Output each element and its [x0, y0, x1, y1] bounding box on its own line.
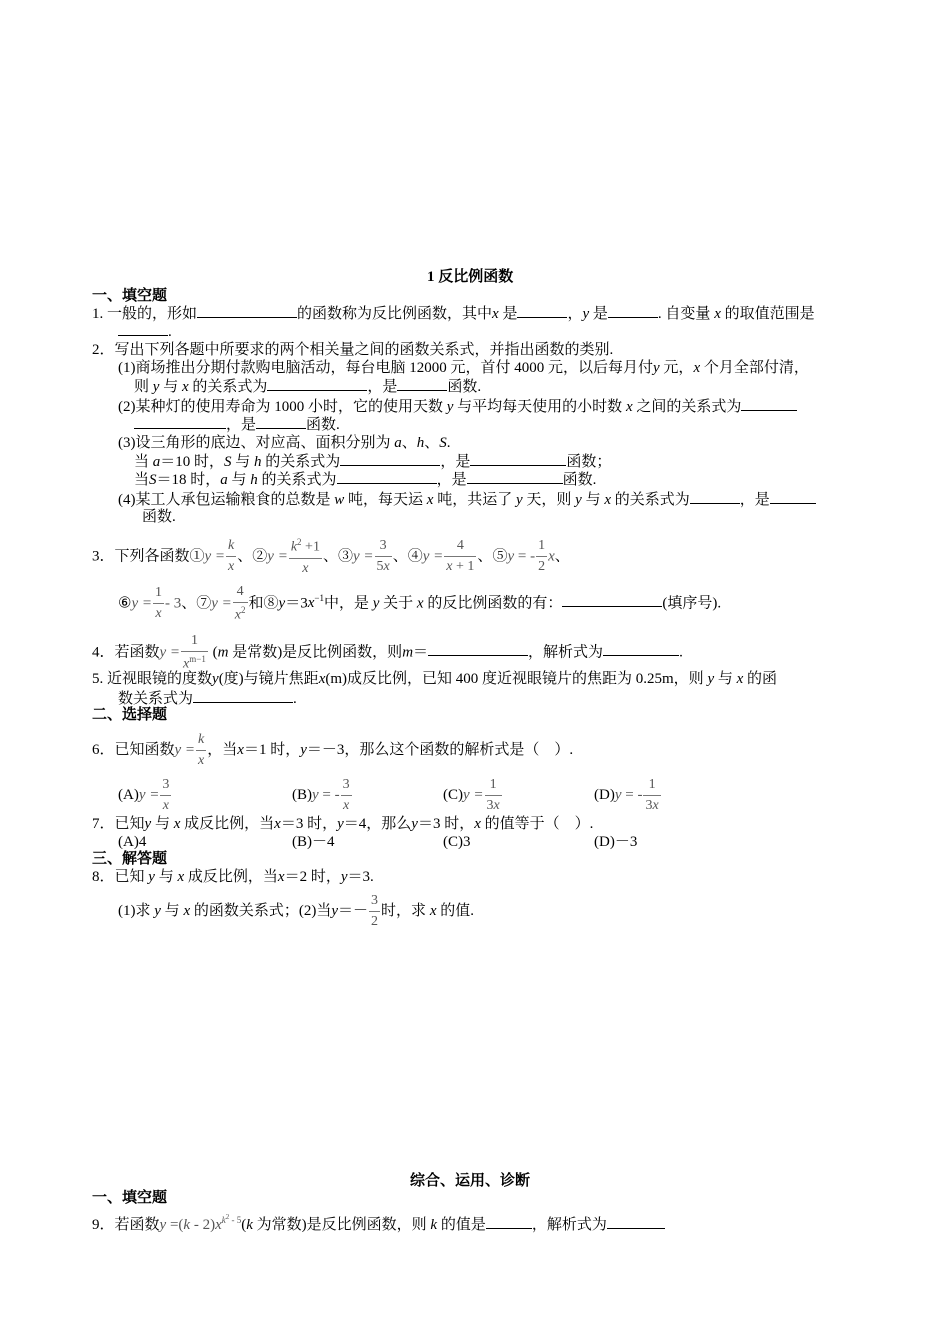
q2-var-h2: h: [254, 454, 262, 470]
q8-s2: 的函数关系式；(2)当: [193, 902, 332, 919]
q2-blank-11: [770, 490, 816, 504]
question-9: 9．若函数$y =(k - 2)x^{k^2 - 5}(k$ 为常数)是反比例函数，则 k 的值是 ，解析式为: [92, 1208, 665, 1234]
q5-dot: .: [293, 691, 297, 707]
q2-var-x2: x: [181, 379, 189, 395]
q5-var-y: y: [212, 671, 219, 687]
q7-option-a[interactable]: (A)4: [118, 834, 147, 850]
q2-s3g: 的关系式为: [265, 454, 341, 470]
q5-line1c: (m)成反比例，已知 400 度近视眼镜片的焦距为 0.25m，则: [325, 671, 704, 687]
q3-c2: ②: [252, 548, 268, 565]
q2-var-x: x: [693, 360, 701, 376]
q2-var-y2: y: [152, 379, 160, 395]
q1-var-x2: x: [714, 306, 721, 322]
q3-f2-den: x: [302, 560, 309, 576]
question-8-line-1: [92, 868, 374, 886]
q6-opt-c-label: (C): [443, 786, 463, 803]
q4-label: 4．若函数: [92, 644, 160, 661]
q2-s3b: 、: [401, 435, 417, 451]
q3-sep6: 、: [181, 595, 197, 612]
q9-p3: ，解析式为: [531, 1217, 607, 1233]
q3-f4-den: x + 1: [446, 559, 475, 575]
q2-s2d: ，是: [226, 417, 257, 433]
q3-f8-x: $x^{-1}$: [307, 593, 324, 612]
q2-var-a2: a: [152, 454, 161, 470]
q3-sep5: 、: [554, 548, 570, 565]
q3-sep4: 、: [477, 548, 493, 565]
q4-p1: 是常数)是反比例函数，则: [232, 644, 403, 661]
q9-p1: 为常数)是反比例函数，则: [256, 1217, 427, 1233]
q2-blank-9: [467, 470, 563, 484]
q8-var-x4: x: [429, 902, 437, 919]
q8-p4: ＝3.: [347, 869, 374, 885]
q7-label: 7．已知: [92, 816, 145, 832]
q7-var-x3: x: [474, 816, 481, 832]
q2-s1c: 个月全部付清，: [703, 360, 809, 376]
q8-s4: 时，求: [381, 902, 427, 919]
q2-var-h3: h: [250, 472, 258, 488]
q6-option-b[interactable]: [292, 778, 353, 813]
q3-label: 3．下列各函数①: [92, 548, 205, 565]
q6-opt-a-lhs: y =: [138, 786, 160, 803]
q7-var-x2: x: [274, 816, 281, 832]
q6-option-d[interactable]: [594, 778, 662, 813]
q2-s3g2: 的关系式为: [261, 472, 337, 488]
q8-var-y3: y: [154, 902, 161, 919]
q3-f5-frac: [536, 539, 547, 574]
q3-f1-lhs: y =: [204, 548, 226, 565]
q3-f4-num: 4: [444, 539, 476, 557]
q3-f5-x: x: [548, 548, 555, 565]
q4-p3: ，解析式为: [528, 644, 604, 661]
q5-line1b: (度)与镜片焦距: [218, 671, 319, 687]
q6-den: x: [198, 753, 205, 768]
q2-s3a: (3)设三角形的底边、对应高、面积分别为: [118, 435, 391, 451]
question-4: 4．若函数y = $\frac{1}{x^{m-1}}$ (m 是常数)是反比例函数，则m＝ ，解析式为 .: [92, 633, 683, 672]
q2-s3d2: 当: [134, 472, 150, 488]
q6-opt-b-label: (B): [292, 786, 312, 803]
q2-var-y3: y: [446, 399, 454, 415]
q2-s3k: 函数.: [562, 472, 597, 488]
q3-sep3: 、: [392, 548, 408, 565]
q7-option-d[interactable]: (D)－3: [594, 834, 638, 850]
q6-opt-a-num: 3: [160, 778, 171, 796]
q3-f5-num: 1: [536, 539, 547, 557]
q3-f2-num: $k^2 +1$: [289, 538, 322, 559]
q2-blank-1: [267, 377, 367, 391]
q2-s3e: ＝10 时，: [160, 454, 225, 470]
q6-p2: ＝1 时，: [243, 741, 301, 758]
q3-f2-frac: [289, 538, 322, 576]
q3-f6-lhs: y =: [131, 595, 152, 612]
q7-p2: 成反比例，当: [184, 816, 275, 832]
q2-var-h: h: [416, 435, 425, 451]
q6-lhs: y =: [174, 741, 196, 758]
q7-p1: 与: [154, 816, 170, 832]
q2-s2a: (2)某种灯的使用寿命为 1000 小时，它的使用天数: [118, 399, 443, 415]
question-2-sub4-line2: 函数.: [142, 509, 176, 525]
q3-f7-num: 4: [233, 585, 248, 603]
q3-and: 和⑧: [248, 595, 279, 612]
q2-s4d: 天，则: [526, 492, 572, 508]
q6-opt-d-den: 3x: [645, 798, 659, 813]
q7-p4: ＝4，那么: [343, 816, 412, 832]
q4-var-m: m: [217, 644, 229, 661]
q6-label: 6．已知函数: [92, 741, 175, 758]
q8-var-x: x: [177, 869, 185, 885]
q2-s1d: 则: [134, 379, 150, 395]
q6-opt-b-lhs: y = -: [312, 786, 340, 803]
q7-var-y2: y: [337, 816, 344, 832]
q2-var-w: w: [334, 492, 345, 508]
question-2-sub4-line1: [118, 490, 816, 509]
q2-var-y5: y: [575, 492, 582, 508]
section-heading-answer: 三、解答题: [92, 851, 168, 867]
q3-var-y: y: [372, 595, 380, 612]
q8-num: 3: [369, 894, 380, 912]
q2-var-S: S: [439, 435, 447, 451]
q3-f5-den: 2: [538, 559, 546, 575]
q3-f6-den: x: [155, 606, 162, 622]
q8-var-x2: x: [277, 869, 285, 885]
q9-blank-2: [607, 1215, 665, 1229]
question-2-sub1-line2: [134, 377, 481, 396]
q6-opt-b-frac: [341, 778, 352, 813]
q8-s5: 的值.: [440, 902, 474, 919]
q6-opt-d-lhs: y = -: [614, 786, 643, 803]
q5-var-y2: y: [707, 671, 715, 687]
q6-opt-c-den: 3x: [486, 798, 500, 813]
q2-s4a: (4)某工人承包运输粮食的总数是: [118, 492, 331, 508]
q3-f6-num: 1: [153, 586, 164, 604]
question-2-sub3-line2: [134, 452, 611, 471]
q6-p3: ＝－3，那么这个函数的解析式是（ ）.: [306, 741, 574, 758]
q2-var-x3: x: [625, 399, 633, 415]
question-1-line-1: 1. 一般的，形如 的函数称为反比例函数，其中x 是 ，y 是 . 自变量 x 的取值范围是: [92, 306, 815, 322]
q8-label: 8．已知: [92, 869, 145, 885]
q6-frac: [196, 733, 206, 768]
q3-f7-frac: [233, 585, 248, 623]
q2-s1f: 的关系式为: [192, 379, 268, 395]
question-2-sub2-line1: [118, 397, 797, 416]
q8-s1e: 与: [164, 902, 180, 919]
q3-c6: ⑥: [118, 595, 132, 612]
q2-s4b: 吨，每天运: [348, 492, 424, 508]
q1-text-6: 的取值范围是: [724, 306, 815, 322]
q6-opt-c-frac: [485, 778, 502, 813]
q9-var-k2: k: [430, 1217, 438, 1233]
q2-s1g: ，是: [367, 379, 398, 395]
q4-blank-1: [428, 642, 528, 656]
q3-blank: [562, 593, 662, 607]
q1-blank-y: [608, 304, 658, 318]
q7-p6: 的值等于（ ）.: [484, 816, 594, 832]
q3-f3-num: 3: [375, 539, 392, 557]
question-3-line-2: [118, 585, 721, 623]
q2-var-a: a: [394, 435, 402, 451]
q3-c3: ③: [337, 548, 353, 565]
q2-s3f: 与: [235, 454, 251, 470]
q8-s3: ＝－: [338, 902, 369, 919]
q6-opt-a-label: (A): [118, 786, 139, 803]
q6-opt-b-num: 3: [341, 778, 352, 796]
q2-blank-8: [337, 470, 437, 484]
q2-s1a: (1)商场推出分期付款购电脑活动，每台电脑 12000 元，首付 4000 元，以后每月付: [118, 360, 653, 376]
q2-s1h: 函数.: [447, 379, 482, 395]
q8-p1: 与: [158, 869, 174, 885]
q3-f7-lhs: y =: [211, 595, 232, 612]
q2-s4e: 的关系式为: [614, 492, 690, 508]
q5-line1d: 与: [717, 671, 733, 687]
q6-var-y: y: [300, 741, 307, 758]
q5-var-x: x: [318, 671, 326, 687]
q7-p3: ＝3 时，: [280, 816, 338, 832]
q2-blank-5: [256, 415, 306, 429]
q8-p3: ＝2 时，: [284, 869, 341, 885]
q3-f8-eq: ＝3: [285, 595, 308, 612]
q3-f3-den: 5x: [376, 559, 390, 575]
q3-f8-y: y: [278, 595, 286, 612]
q2-blank-4: [134, 415, 226, 429]
question-2-intro: 2．写出下列各题中所要求的两个相关量之间的函数关系式，并指出函数的类别.: [92, 342, 614, 358]
q1-text-5: . 自变量: [657, 306, 711, 322]
q2-s3f2: 与: [231, 472, 247, 488]
q2-s2b: 与平均每天使用的小时数: [457, 399, 623, 415]
question-3-line-1: [92, 538, 570, 576]
q7-var-y3: y: [411, 816, 418, 832]
q2-var-y: y: [653, 360, 660, 376]
q1-text-1: 1. 一般的，形如: [92, 306, 198, 322]
q3-f3-frac: [375, 539, 392, 574]
q2-s1b: 元，: [663, 360, 694, 376]
q3-f7-den: $x^2$: [234, 605, 246, 623]
q1-blank-x: [517, 304, 567, 318]
q8-var-y4: y: [331, 902, 339, 919]
q1-text-3: 是: [502, 306, 518, 322]
q8-var-y2: y: [340, 869, 348, 885]
q2-blank-7: [470, 452, 566, 466]
q2-s1e2: 与: [585, 492, 601, 508]
page-title: 1 反比例函数: [427, 269, 514, 285]
question-7: [92, 815, 593, 833]
q3-var-x: x: [416, 595, 424, 612]
q3-f6-rest: - 3: [164, 595, 182, 612]
q6-opt-c-num: 1: [485, 778, 502, 796]
q2-s3i: 函数；: [566, 454, 612, 470]
question-2-sub3-line3: [134, 470, 596, 489]
section-heading-fill: 一、填空题: [92, 288, 168, 304]
q7-p5: ＝3 时，: [417, 816, 475, 832]
q4-num: 1: [181, 634, 208, 652]
q1-blank-form: [197, 304, 297, 318]
question-2-sub1-line1: [118, 359, 809, 377]
q3-sep1: 、: [237, 548, 253, 565]
q4-blank-2: [603, 642, 679, 656]
q7-var-y: y: [144, 816, 152, 832]
q4-p2: ＝: [413, 644, 429, 661]
q2-blank-10: [690, 490, 740, 504]
q9-var-k: k: [246, 1217, 253, 1233]
q3-c7: ⑦: [196, 595, 212, 612]
q6-option-a[interactable]: [118, 778, 172, 813]
q2-s3j: ＝18 时，: [156, 472, 221, 488]
q2-blank-3: [741, 397, 797, 411]
q2-var-a3: a: [220, 472, 228, 488]
question-8-line-2: [118, 894, 474, 929]
q3-tail4: (填序号).: [662, 595, 722, 612]
q1-text-4: 是: [592, 306, 608, 322]
q2-s1e: 与: [163, 379, 179, 395]
q2-var-y4: y: [515, 492, 523, 508]
q3-c4: ④: [407, 548, 423, 565]
q6-opt-a-frac: [160, 778, 171, 813]
q2-var-x4: x: [426, 492, 434, 508]
q2-s3c: .: [446, 435, 451, 451]
q3-tail3: 的反比例函数的有：: [427, 595, 563, 612]
q8-frac: [369, 894, 380, 929]
q2-var-S3: S: [149, 472, 157, 488]
q2-blank-2: [397, 377, 447, 391]
q6-opt-d-frac: [643, 778, 660, 813]
q1-var-y: y: [582, 306, 590, 322]
q8-p2: 成反比例，当: [187, 869, 278, 885]
q3-tail1: 中，是: [323, 595, 369, 612]
q3-tail2: 关于: [383, 595, 414, 612]
q2-blank-6: [340, 452, 440, 466]
q2-s3h: ，是: [440, 454, 471, 470]
question-6: [92, 733, 573, 768]
q2-s2c: 之间的关系式为: [636, 399, 742, 415]
q6-opt-d-num: 1: [643, 778, 660, 796]
q2-var-x5: x: [604, 492, 612, 508]
q6-opt-d-label: (D): [594, 786, 615, 803]
q2-s4f: ，是: [739, 492, 770, 508]
q2-s2e: 函数.: [306, 417, 340, 433]
q2-s4c: 吨，共运了: [437, 492, 513, 508]
q2-s3b2: 、: [424, 435, 440, 451]
q8-var-y: y: [148, 869, 155, 885]
question-2-sub3-line1: [118, 434, 451, 452]
section-heading-choice: 二、选择题: [92, 707, 168, 723]
q6-opt-c-lhs: y =: [463, 786, 484, 803]
question-2-sub2-line2: [134, 415, 340, 434]
question-1-line-2: [118, 322, 172, 341]
q9-label: 9．若函数: [92, 1217, 160, 1233]
q3-f4-lhs: y =: [422, 548, 444, 565]
q6-num: k: [196, 733, 206, 751]
q2-var-S2: S: [224, 454, 232, 470]
section-heading-fill-2: 一、填空题: [92, 1190, 168, 1206]
q6-opt-a-den: x: [162, 798, 169, 813]
q9-formula: $y =(k - 2)x^{k^2 - 5}$: [159, 1213, 242, 1233]
q8-s1: (1)求: [118, 902, 151, 919]
q8-den: 2: [371, 914, 379, 929]
q5-line1: 5. 近视眼镜的度数: [92, 671, 213, 687]
q9-blank-1: [486, 1215, 532, 1229]
q4-var-m2: m: [402, 644, 414, 661]
q1-var-x: x: [492, 306, 499, 322]
q2-s3h2: ，是: [436, 472, 467, 488]
q4-p4: .: [679, 644, 683, 661]
q8-var-x3: x: [183, 902, 191, 919]
q3-c5: ⑤: [492, 548, 508, 565]
q3-f1-frac: [226, 539, 236, 574]
q6-opt-b-den: x: [343, 798, 350, 813]
q5-var-x2: x: [736, 671, 744, 687]
q7-var-x: x: [173, 816, 181, 832]
q6-var-x: x: [237, 741, 244, 758]
q3-f2-lhs: y =: [267, 548, 288, 565]
q9-p2: 的值是: [440, 1217, 486, 1233]
q4-lhs: y =: [159, 644, 181, 661]
q1-text-2: 的函数称为反比例函数，其中: [297, 306, 493, 322]
q3-sep2: 、: [322, 548, 338, 565]
q4-frac: [181, 634, 208, 672]
q5-line1e: 的函: [747, 671, 778, 687]
q6-option-c[interactable]: [443, 778, 503, 813]
q5-line2: 数关系式为: [118, 691, 194, 707]
q3-f6-frac: [153, 586, 164, 621]
q4-den: $x^{m-1}$: [183, 654, 206, 672]
q1-text-7: .: [168, 324, 172, 340]
q3-f1-den: x: [228, 559, 235, 575]
q1-blank-range: [118, 322, 168, 336]
question-5-line-1: [92, 670, 777, 688]
q3-f5-lhs: y = -: [507, 548, 536, 565]
q3-f3-lhs: y =: [352, 548, 374, 565]
q6-p1: ，当: [207, 741, 238, 758]
q7-option-b[interactable]: (B)－4: [292, 834, 335, 850]
q2-s3d: 当: [134, 454, 150, 470]
q3-f4-frac: [444, 539, 476, 574]
subtitle-comprehensive: 综合、运用、诊断: [410, 1173, 531, 1189]
q5-blank: [193, 689, 293, 703]
q7-option-c[interactable]: (C)3: [443, 834, 471, 850]
q3-f1-num: k: [226, 539, 236, 557]
